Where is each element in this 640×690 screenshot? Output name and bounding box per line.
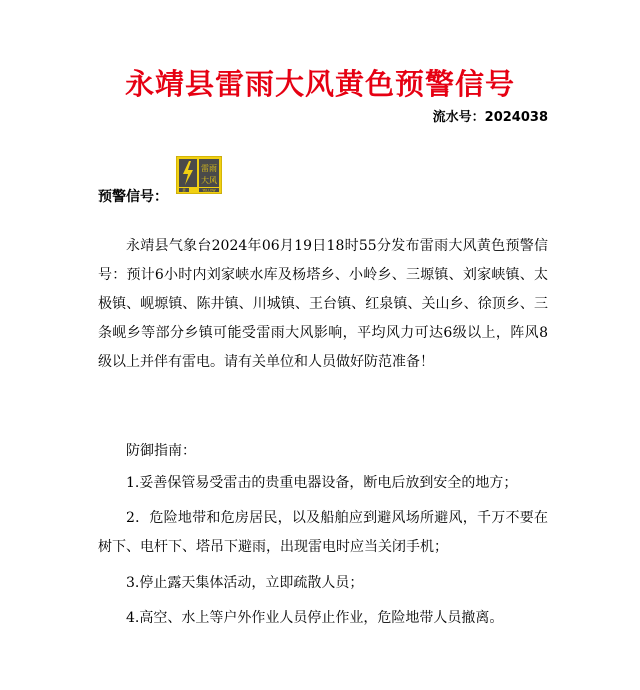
defense-guide-heading: 防御指南：	[126, 443, 196, 459]
serial-number: 流水号：2024038	[432, 110, 548, 125]
signal-icon-line-1: 雷雨	[201, 164, 217, 173]
guide-item: 3.停止露天集体活动，立即疏散人员；	[126, 575, 364, 591]
signal-label: 预警信号：	[98, 189, 168, 205]
warning-paragraph: 永靖县气象台2024年06月19日18时55分发布雷雨大风黄色预警信号：预计6小时内刘家峡水库及杨塔乡、小岭乡、三塬镇、刘家峡镇、太极镇、岘塬镇、陈井镇、川城镇、王台镇、红泉镇、关山乡、徐顶乡、三条岘乡等部分乡镇可能受雷雨大风影响，平均风力可达6级以上，阵风8级以上并伴有雷电。请有关单位和人员做好防范准备！	[98, 238, 548, 370]
signal-icon-footer: YELLOW	[202, 188, 216, 193]
guide-item: 4.高空、水上等户外作业人员停止作业，危险地带人员撤离。	[126, 610, 504, 626]
document-title: 永靖县雷雨大风黄色预警信号	[124, 67, 515, 101]
signal-icon-line-2: 大风	[201, 176, 217, 185]
signal-icon-tag: 黄	[182, 188, 186, 193]
guide-item: 1.妥善保管易受雷击的贵重电器设备，断电后放到安全的地方；	[126, 475, 518, 491]
guide-item: 2．危险地带和危房居民，以及船舶应到避风场所避风，千万不要在树下、电杆下、塔吊下避雨，出现雷电时应当关闭手机；	[98, 510, 548, 555]
yellow-thunderstorm-wind-warning-icon	[176, 156, 222, 194]
